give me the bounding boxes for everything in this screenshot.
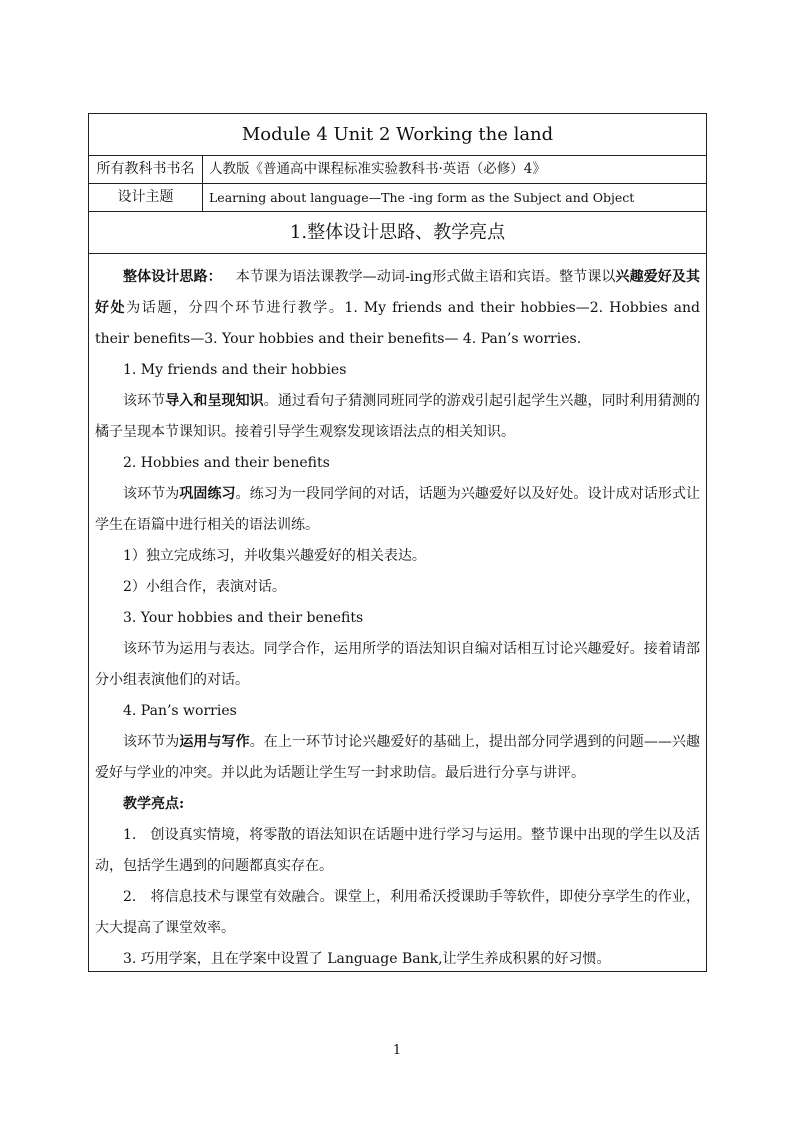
overview-label: 整体设计思路： [123,269,222,285]
page-title: Module 4 Unit 2 Working the land [89,114,706,156]
step-4-bold: 运用与写作 [179,734,250,750]
step-1-bold: 导入和呈现知识 [165,393,264,409]
step-3-heading: 3. Your hobbies and their benefits [123,610,364,626]
step-3-paragraph: 该环节为运用与表达。同学合作，运用所学的语法知识自编对话相互讨论兴趣爱好。接着请部分小组表演他们的对话。 [95,641,700,688]
step-1-heading: 1. My friends and their hobbies [123,362,347,378]
step-2-post: 。练习为一段同学间的对话，话题为兴趣爱好以及好处。设计成对话形式让学生在语篇中进行相关的语法训练。 [95,486,701,533]
overview-text-1: 本节课为语法课教学—动词-ing形式做主语和宾语。整节课以 [235,269,616,285]
step-2-bold: 巩固练习 [179,486,236,502]
textbook-row [89,156,706,184]
step-2-item-1: 1）独立完成练习，并收集兴趣爱好的相关表达。 [123,548,426,564]
highlights-label-text: 教学亮点: [123,796,185,812]
step-2-paragraph [95,479,700,541]
step-1-paragraph [95,386,700,448]
textbook-label: 所有教科书书名 [89,156,203,183]
theme-value: Learning about language—The -ing form as the Subject and Object [209,190,635,205]
step-4-pre: 该环节为 [123,734,180,750]
textbook-value: 人教版《普通高中课程标准实验教科书·英语（必修）4》 [209,161,546,177]
step-4-heading: 4. Pan’s worries [123,703,237,719]
overview-paragraph [95,262,700,355]
step-2-pre: 该环节为 [123,486,180,502]
overview-bold-topic: 兴趣爱好及其好处 [95,269,701,316]
highlights-label [95,789,700,820]
highlight-item-1: 1. 创设真实情境，将零散的语法知识在话题中进行学习与运用。整节课中出现的学生以及活动，包括学生遇到的问题都真实存在。 [95,827,700,874]
step-1-pre: 该环节 [123,393,166,409]
theme-label: 设计主题 [89,184,203,211]
overview-text-2: 为话题，分四个环节进行教学。1. My friends and their hobbies—2. Hobbies and their benefits—3. Your hobbies and their benefits— 4. Pan’s worries. [95,300,701,347]
section-title: 1.整体设计思路、教学亮点 [89,212,706,254]
step-2-heading: 2. Hobbies and their benefits [123,455,330,471]
step-2-item-2: 2）小组合作，表演对话。 [123,579,286,595]
page-number: 1 [392,1043,402,1058]
highlight-item-2: 2. 将信息技术与课堂有效融合。课堂上，利用希沃授课助手等软件，即使分享学生的作业，大大提高了课堂效率。 [95,889,700,936]
highlight-item-3: 3. 巧用学案，且在学案中设置了 Language Bank,让学生养成积累的好习惯。 [123,951,611,967]
step-1-post: 。通过看句子猜测同班同学的游戏引起引起学生兴趣，同时利用猜测的橘子呈现本节课知识。接着引导学生观察发现该语法点的相关知识。 [95,393,701,440]
step-4-paragraph [95,727,700,789]
theme-row [89,184,706,212]
step-4-post: 。在上一环节讨论兴趣爱好的基础上，提出部分同学遇到的问题——兴趣爱好与学业的冲突。并以此为话题让学生写一封求助信。最后进行分享与讲评。 [95,734,701,781]
content-body [95,254,700,975]
lesson-plan-table [88,113,707,972]
